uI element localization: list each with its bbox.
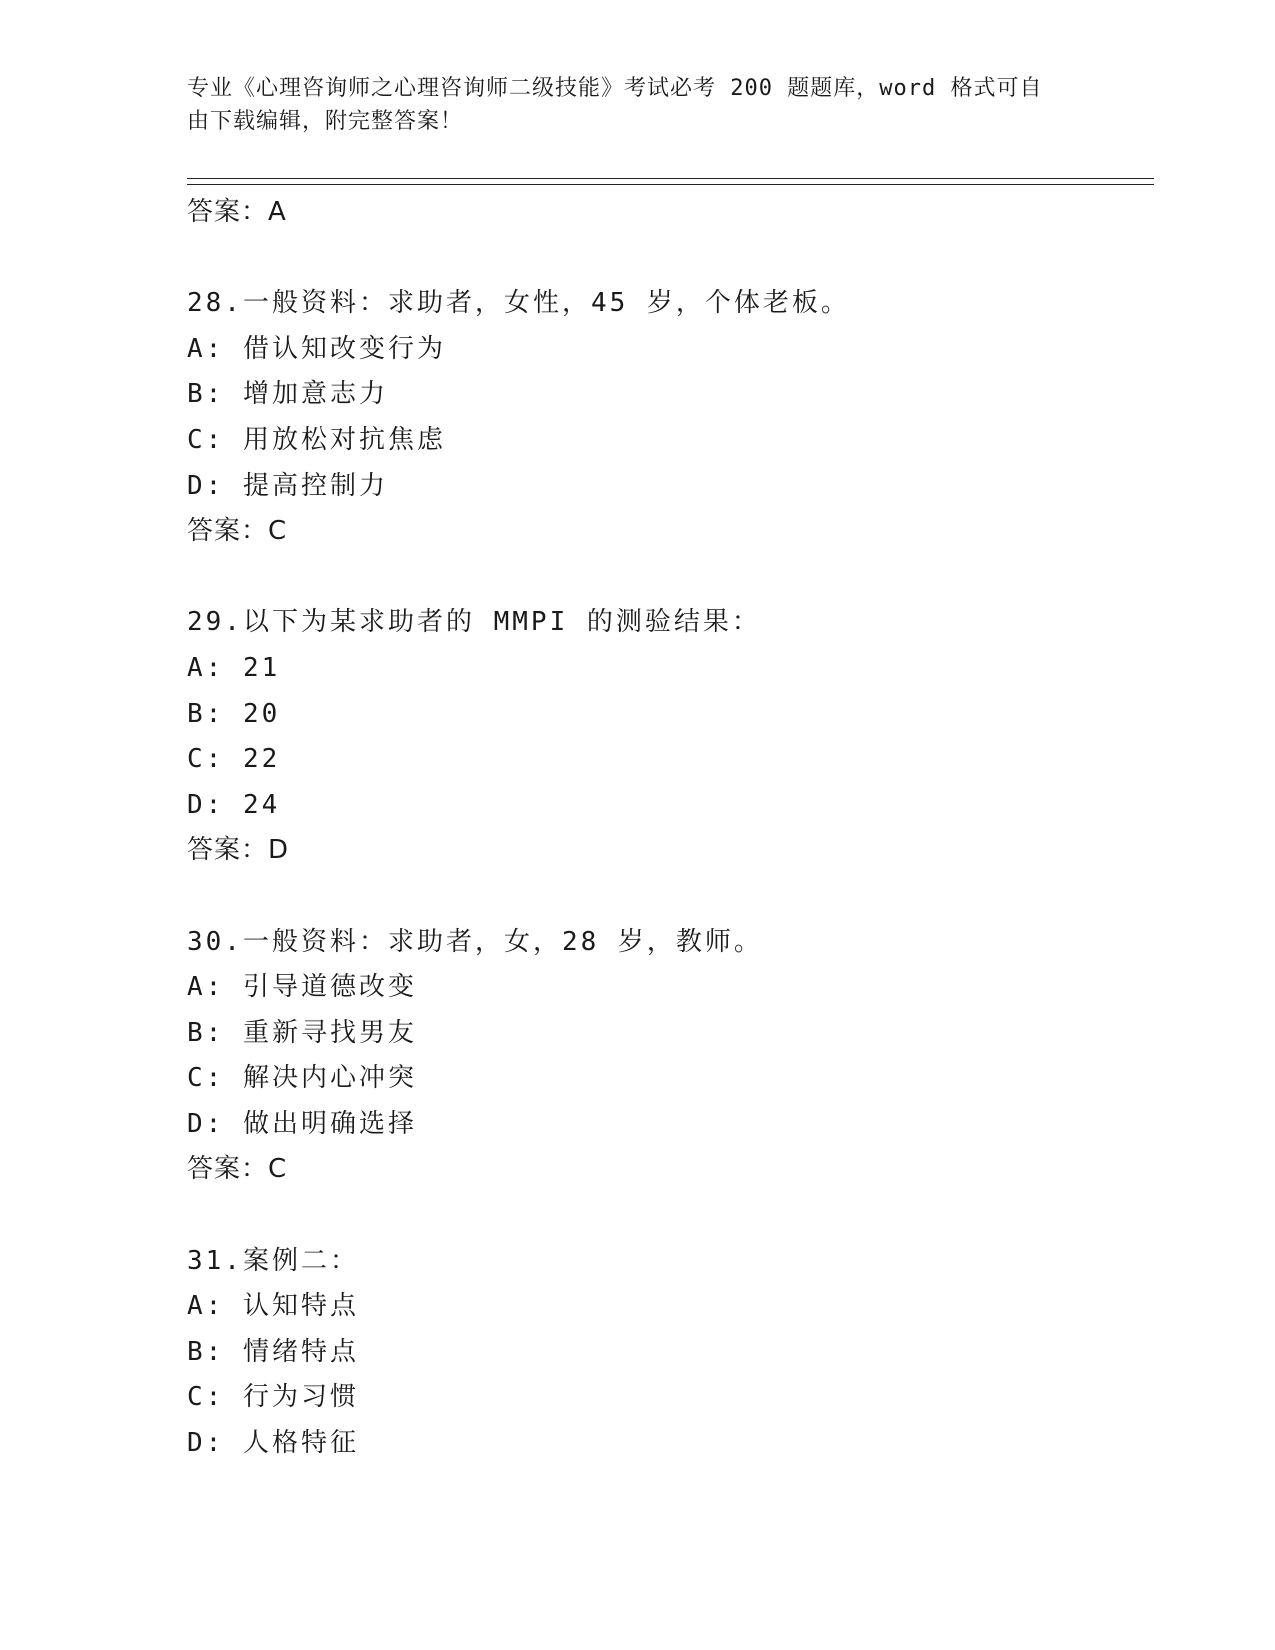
option-b: B: 重新寻找男友 (187, 1017, 417, 1048)
answer-line: 答案：D (187, 835, 290, 866)
answer-line: 答案：A (187, 197, 287, 227)
question-28 (187, 281, 1147, 555)
answer-line: 答案：C (187, 1154, 288, 1185)
spacer (187, 1193, 1147, 1239)
question-stem: 29.以下为某求助者的 MMPI 的测验结果： (187, 607, 761, 638)
option-d: D: 24 (187, 789, 281, 820)
header-divider-bottom (187, 184, 1154, 185)
option-d: D: 人格特征 (187, 1428, 359, 1459)
question-29 (187, 600, 1147, 874)
option-b: B: 增加意志力 (187, 379, 388, 410)
option-d: D: 做出明确选择 (187, 1108, 417, 1139)
option-d: D: 提高控制力 (187, 470, 388, 501)
option-c: C: 22 (187, 744, 281, 775)
answer-line: 答案：C (187, 516, 288, 547)
option-b: B: 情绪特点 (187, 1336, 359, 1367)
header-line-2: 由下载编辑，附完整答案！ (187, 109, 464, 134)
option-c: C: 解决内心冲突 (187, 1063, 417, 1094)
question-stem: 30.一般资料：求助者，女，28 岁，教师。 (187, 926, 763, 957)
question-stem: 28.一般资料：求助者，女性，45 岁，个体老板。 (187, 288, 850, 319)
spacer (187, 874, 1147, 920)
option-a: A: 引导道德改变 (187, 972, 417, 1003)
option-c: C: 用放松对抗焦虑 (187, 424, 446, 455)
option-a: A: 认知特点 (187, 1291, 359, 1322)
question-list (187, 190, 1147, 1467)
option-b: B: 20 (187, 698, 281, 729)
header-line-1: 专业《心理咨询师之心理咨询师二级技能》考试必考 200 题题库，word 格式可自 (187, 76, 1043, 101)
option-c: C: 行为习惯 (187, 1382, 359, 1413)
option-a: A: 借认知改变行为 (187, 333, 446, 364)
question-31 (187, 1239, 1147, 1467)
question-30 (187, 920, 1147, 1194)
option-a: A: 21 (187, 652, 281, 683)
header-divider-top (187, 178, 1154, 179)
document-header (187, 72, 1067, 138)
spacer (187, 236, 1147, 282)
spacer (187, 555, 1147, 601)
question-stem: 31.案例二： (187, 1245, 359, 1276)
